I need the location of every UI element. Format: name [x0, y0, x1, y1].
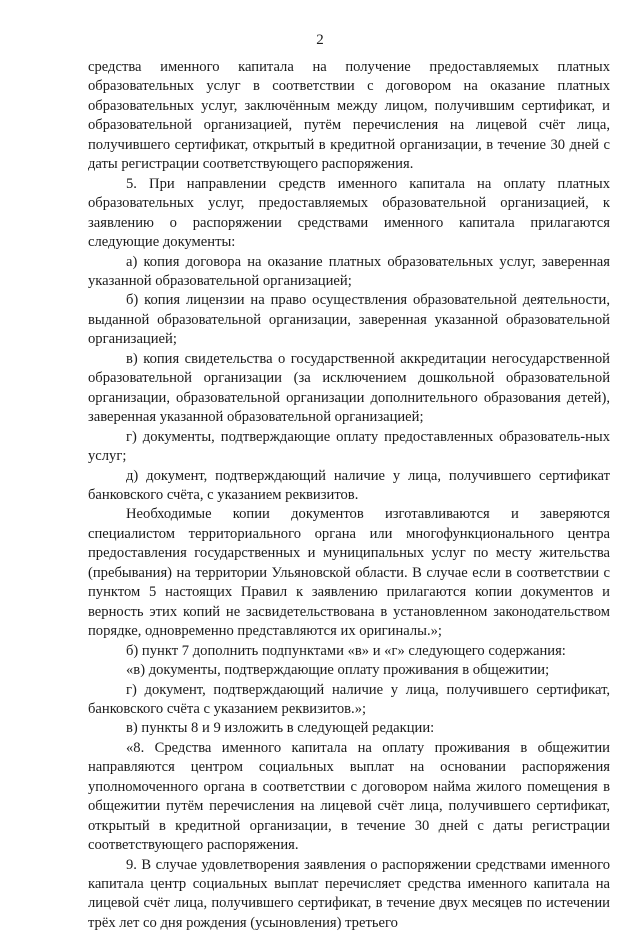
document-body [88, 58, 610, 933]
paragraph-item-5: 5. При направлении средств именного капитала на оплату платных образовательных услуг, предоставляемых образовательной организацией, к заявлению о распоряжении средствами именного капитала прилагаются следующие документы: [88, 175, 610, 251]
paragraph-copies-note: Необходимые копии документов изготавливаются и заверяются специалистом территориального органа или многофункционального центра предоставления государственных и муниципальных услуг по месту жительства (пребывания) на территории Ульяновской области. В случае если в соответствии с пунктом 5 настоящих Правил к заявлению прилагаются копии документов и верность этих копий не засвидетельствована в установленном законодательством порядке, одновременно представляются их оригиналы.»; [88, 506, 610, 640]
page-number: 2 [316, 32, 324, 48]
paragraph-new-subitem-g: г) документ, подтверждающий наличие у лица, получившего сертификат, банковского счёта с указанием реквизитов.»; [88, 681, 610, 717]
paragraph-amend-items-8-9: в) пункты 8 и 9 изложить в следующей редакции: [126, 720, 435, 737]
paragraph-new-subitem-v: «в) документы, подтверждающие оплату проживания в общежитии; [126, 662, 550, 679]
paragraph-subitem-b: б) копия лицензии на право осуществления образовательной деятельности, выданной образовательной организации, заверенная указанной образовательной организацией; [88, 292, 610, 348]
paragraph-new-item-8: «8. Средства именного капитала на оплату проживания в общежитии направляются центром социальных выплат на основании распоряжения уполномоченного органа в соответствии с договором найма жилого помещения в общежитии путём перечисления на лицевой счёт лица, получившего сертификат, открытый в кредитной организации, в течение 30 дней с даты регистрации соответствующего распоряжения. [88, 739, 610, 854]
paragraph-subitem-g: г) документы, подтверждающие оплату предоставленных образователь-ных услуг; [88, 428, 610, 465]
paragraph-subitem-a: а) копия договора на оказание платных образовательных услуг, заверенная указанной образовательной организацией; [88, 253, 610, 289]
paragraph-continuation: средства именного капитала на получение предоставляемых платных образовательных услуг в соответствии с договором на оказание платных образовательных услуг, заключённым между лицом, получившим сертификат, и образовательной организацией, путём перечисления на лицевой счёт лица, получившего сертификат, открытый в кредитной организации, в течение 30 дней с даты регистрации соответствующего распоряжения. [88, 59, 610, 173]
paragraph-subitem-v: в) копия свидетельства о государственной аккредитации негосударственной образовательной организации (за исключением дошкольной образовательной организации, образовательной организации дополнительного образования детей), заверенная указанной образовательной организацией; [88, 350, 610, 426]
paragraph-subitem-d: д) документ, подтверждающий наличие у лица, получившего сертификат банковского счёта, с указанием реквизитов. [88, 467, 610, 503]
paragraph-new-item-9: 9. В случае удовлетворения заявления о распоряжении средствами именного капитала центр социальных выплат перечисляет средства именного капитала на лицевой счёт лица, получившего сертификат, в течение двух месяцев по истечении трёх лет со дня рождения (усыновления) третьего [88, 856, 610, 931]
paragraph-amend-item-7: б) пункт 7 дополнить подпунктами «в» и «г» следующего содержания: [126, 642, 566, 659]
